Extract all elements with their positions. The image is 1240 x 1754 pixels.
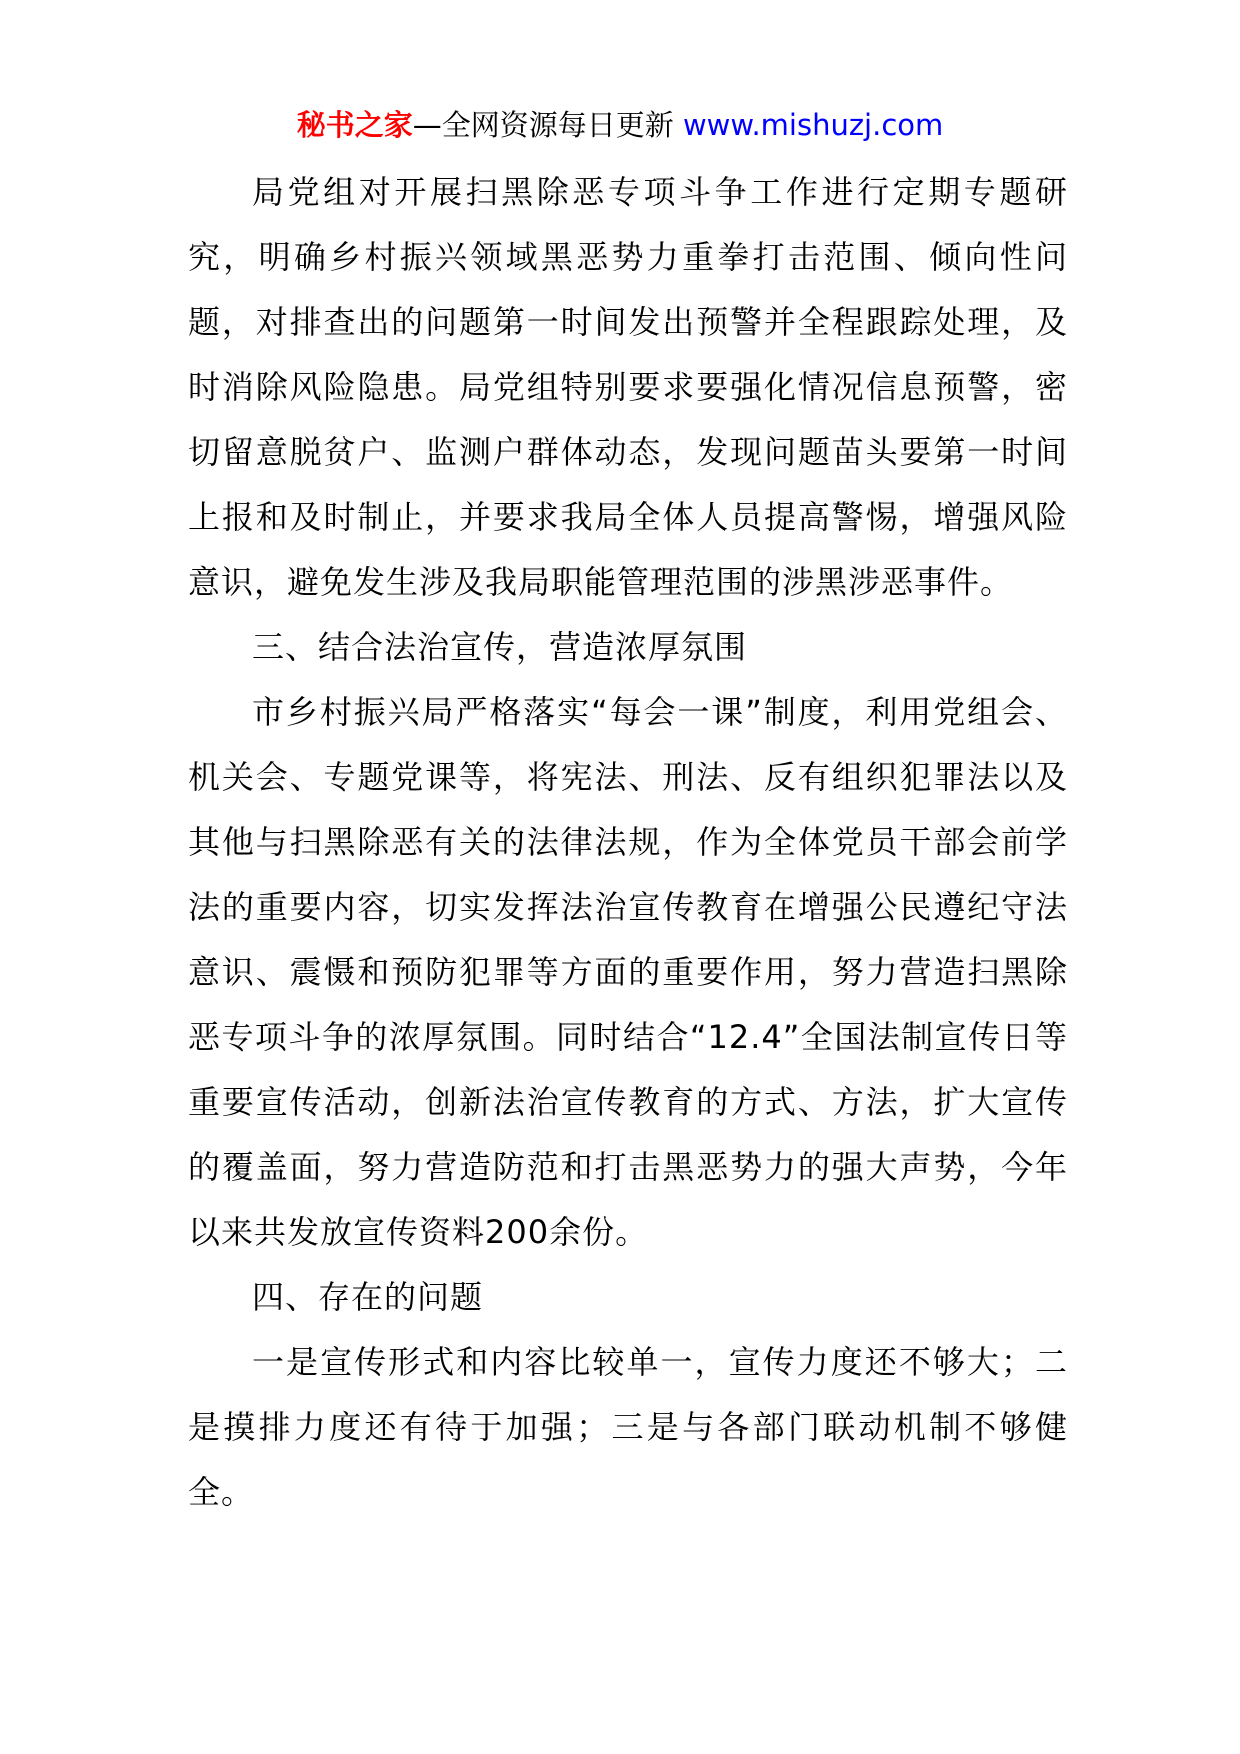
site-header <box>0 104 1240 146</box>
section-heading-problems: 四、存在的问题 <box>252 1278 484 1316</box>
section-heading-legal-publicity: 三、结合法治宣传，营造浓厚氛围 <box>252 628 748 666</box>
paragraph-problems: 一是宣传形式和内容比较单一，宣传力度还不够大；二是摸排力度还有待于加强；三是与各部门联动机制不够健全。 <box>188 1343 1068 1511</box>
document-body <box>188 160 1068 1525</box>
paragraph-legal-publicity: 市乡村振兴局严格落实“每会一课”制度，利用党组会、机关会、专题党课等，将宪法、刑法、反有组织犯罪法以及其他与扫黑除恶有关的法律法规，作为全体党员干部会前学法的重要内容，切实发挥法治宣传教育在增强公民遵纪守法意识、震慑和预防犯罪等方面的重要作用，努力营造扫黑除恶专项斗争的浓厚氛围。同时结合“12.4”全国法制宣传日等重要宣传活动，创新法治宣传教育的方式、方法，扩大宣传的覆盖面，努力营造防范和打击黑恶势力的强大声势，今年以来共发放宣传资料200余份。 <box>188 693 1068 1251</box>
paragraph-risk-warning: 局党组对开展扫黑除恶专项斗争工作进行定期专题研究，明确乡村振兴领域黑恶势力重拳打击范围、倾向性问题，对排查出的问题第一时间发出预警并全程跟踪处理，及时消除风险隐患。局党组特别要求要强化情况信息预警，密切留意脱贫户、监测户群体动态，发现问题苗头要第一时间上报和及时制止，并要求我局全体人员提高警惕，增强风险意识，避免发生涉及我局职能管理范围的涉黑涉恶事件。 <box>188 173 1068 601</box>
site-brand: 秘书之家 <box>296 108 413 142</box>
site-tagline: —全网资源每日更新 <box>412 108 674 142</box>
site-url-link[interactable]: www.mishuzj.com <box>682 108 944 142</box>
